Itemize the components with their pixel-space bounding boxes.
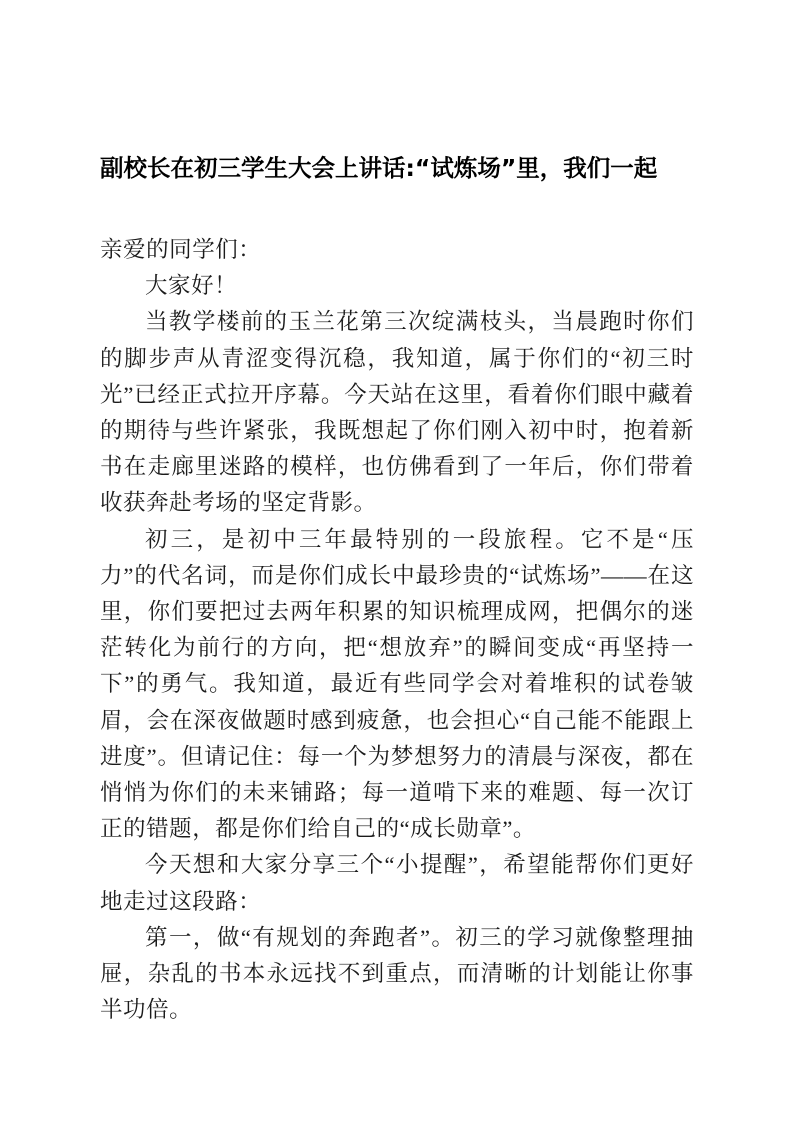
- paragraph-1: 当教学楼前的玉兰花第三次绽满枝头，当晨跑时你们的脚步声从青涩变得沉稳，我知道，属于你们的“初三时光”已经正式拉开序幕。今天站在这里，看着你们眼中藏着的期待与些许紧张，我既想起了你们刚入初中时，抱着新书在走廊里迷路的模样，也仿佛看到了一年后，你们带着收获奔赴考场的坚定背影。: [100, 309, 694, 516]
- greeting-line: 大家好！: [145, 273, 238, 299]
- document-text-column: [100, 0, 694, 1028]
- paragraph-2: 初三，是初中三年最特别的一段旅程。它不是“压力”的代名词，而是你们成长中最珍贵的“试炼场”——在这里，你们要把过去两年积累的知识梳理成网，把偶尔的迷茫转化为前行的方向，把“想放弃”的瞬间变成“再坚持一下”的勇气。我知道，最近有些同学会对着堆积的试卷皱眉，会在深夜做题时感到疲惫，也会担心“自己能不能跟上进度”。但请记住：每一个为梦想努力的清晨与深夜，都在悄悄为你们的未来铺路；每一道啃下来的难题、每一次订正的错题，都是你们给自己的“成长勋章”。: [100, 526, 694, 842]
- page-title: 副校长在初三学生大会上讲话:“试炼场”里，我们一起: [100, 154, 658, 182]
- paragraph-4: 第一，做“有规划的奔跑者”。初三的学习就像整理抽屉，杂乱的书本永远找不到重点，而清晰的计划能让你事半功倍。: [100, 924, 694, 1023]
- salutation-line: 亲爱的同学们：: [100, 237, 262, 262]
- paragraph-3: 今天想和大家分享三个“小提醒”，希望能帮你们更好地走过这段路：: [100, 852, 694, 914]
